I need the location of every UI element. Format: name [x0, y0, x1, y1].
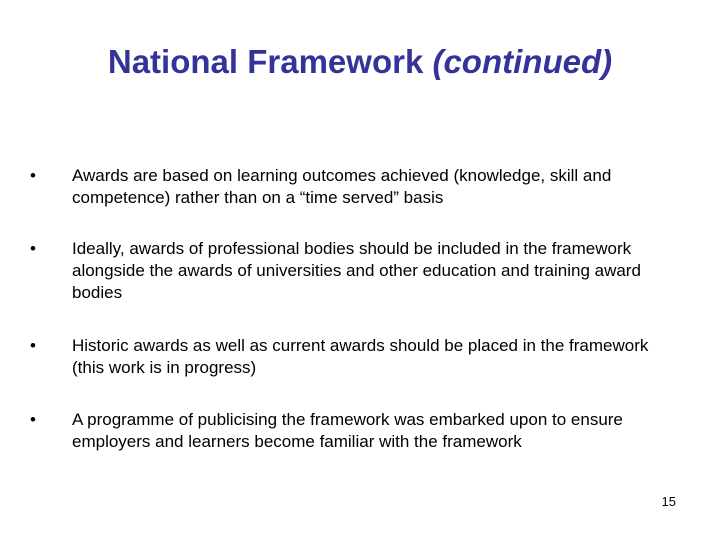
bullet-text: Historic awards as well as current awards should be placed in the framework (this work is in progress): [72, 336, 649, 377]
bullet-text: A programme of publicising the framework was embarked upon to ensure employers and learners become familiar with the framework: [72, 410, 623, 451]
bullet-icon: •: [30, 410, 36, 429]
bullet-icon: •: [30, 336, 36, 355]
page-number: 15: [661, 494, 676, 509]
bullet-icon: •: [30, 239, 36, 258]
slide-title: [0, 42, 720, 82]
bullet-icon: •: [30, 166, 36, 185]
slide-title-continued: (continued): [432, 43, 613, 80]
slide-title-main: National Framework: [107, 43, 424, 80]
bullet-text: Ideally, awards of professional bodies should be included in the framework alongside the awards of universities and other education and training award bodies: [72, 239, 641, 302]
bullet-text: Awards are based on learning outcomes achieved (knowledge, skill and competence) rather than on a “time served” basis: [72, 166, 612, 207]
